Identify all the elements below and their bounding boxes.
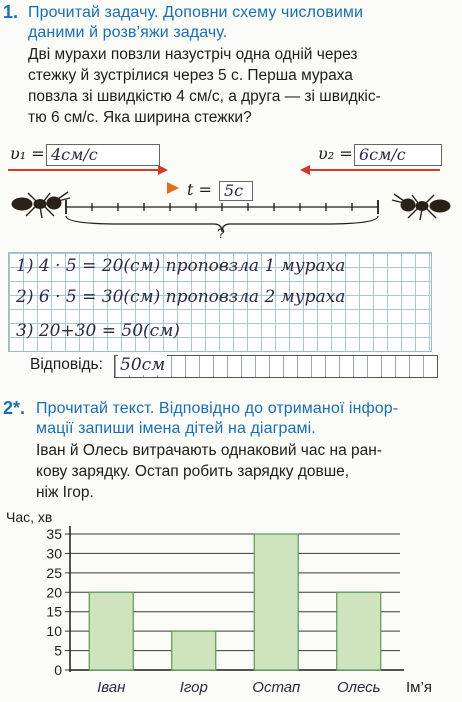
- v1-label: υ₁ =: [10, 144, 45, 163]
- v2-label: υ₂ =: [318, 144, 353, 163]
- number-line: [66, 200, 378, 214]
- task2-text: [36, 440, 382, 503]
- solution-step-1[interactable]: 1) 4 · 5 = 20(см) проповзла 1 мураха: [16, 256, 346, 276]
- task2-number: 2*.: [3, 398, 26, 418]
- bar: [337, 592, 381, 670]
- task1-text-line: стежку й зустрілися через 5 с. Перша мураха: [28, 67, 353, 84]
- ant-right-icon: [392, 194, 450, 220]
- y-tick-label: 25: [46, 564, 62, 581]
- y-tick-label: 0: [54, 662, 62, 678]
- y-tick-label: 35: [46, 526, 62, 542]
- solution-step-3[interactable]: 3) 20+30 = 50(см): [16, 321, 180, 341]
- task1-title-line1: Прочитай задачу. Доповни схему числовими: [28, 4, 363, 21]
- time-label: t =: [187, 180, 212, 199]
- task1-title-line2: даними й розв’яжи задачу.: [28, 24, 228, 41]
- arrow-left-red: [300, 165, 440, 175]
- bar: [172, 631, 216, 670]
- question-mark: ?: [217, 225, 225, 241]
- task1-text: [28, 44, 381, 128]
- task2-text-line: ніж Ігор.: [36, 484, 94, 501]
- y-axis-label: Час, хв: [6, 509, 53, 525]
- task2-title-line: Прочитай текст. Відповідно до отриманої інфор-: [36, 400, 399, 417]
- motion-scheme: [0, 160, 462, 242]
- task2-text-line: кову зарядку. Остап робить зарядку довше,: [36, 463, 350, 480]
- y-tick-label: 10: [46, 623, 62, 640]
- meeting-flag-icon: [167, 182, 179, 194]
- bar-chart: [0, 506, 462, 702]
- answer-field[interactable]: 50см: [120, 355, 166, 375]
- x-category-label: Остап: [252, 679, 301, 696]
- solution-step-2[interactable]: 2) 6 · 5 = 30(см) проповзла 2 мураха: [16, 287, 346, 307]
- ant-left-icon: [12, 192, 70, 218]
- answer-label: Відповідь:: [30, 356, 103, 373]
- y-tick-label: 30: [46, 545, 62, 562]
- time-field[interactable]: 5с: [219, 181, 253, 201]
- task1-number: 1.: [3, 2, 19, 22]
- x-category-label: Іван: [97, 679, 126, 696]
- x-category-label: Ігор: [179, 679, 208, 696]
- x-axis-label: Ім’я: [406, 679, 432, 696]
- task2-text-line: Іван й Олесь витрачають однаковий час на ран-: [36, 442, 382, 459]
- task1-text-line: Дві мурахи повзли назустріч одна одній через: [28, 46, 358, 63]
- v2-field[interactable]: 6см/с: [354, 144, 442, 166]
- task2-title-line: мації запиши імена дітей на діаграмі.: [36, 420, 316, 437]
- task1-text-line: повзла зі швидкістю 4 см/с, а друга — зі швидкіс-: [28, 88, 381, 105]
- y-tick-label: 15: [46, 603, 62, 620]
- y-tick-label: 20: [46, 584, 62, 601]
- arrow-right-red: [8, 165, 168, 175]
- v1-field[interactable]: 4см/с: [46, 144, 160, 166]
- bar: [89, 592, 133, 670]
- bar: [254, 534, 298, 670]
- task2-title: [36, 399, 398, 439]
- x-category-label: Олесь: [336, 679, 381, 696]
- task1-text-line: тю 6 см/с. Яка ширина стежки?: [28, 109, 252, 126]
- y-tick-label: 5: [54, 642, 62, 659]
